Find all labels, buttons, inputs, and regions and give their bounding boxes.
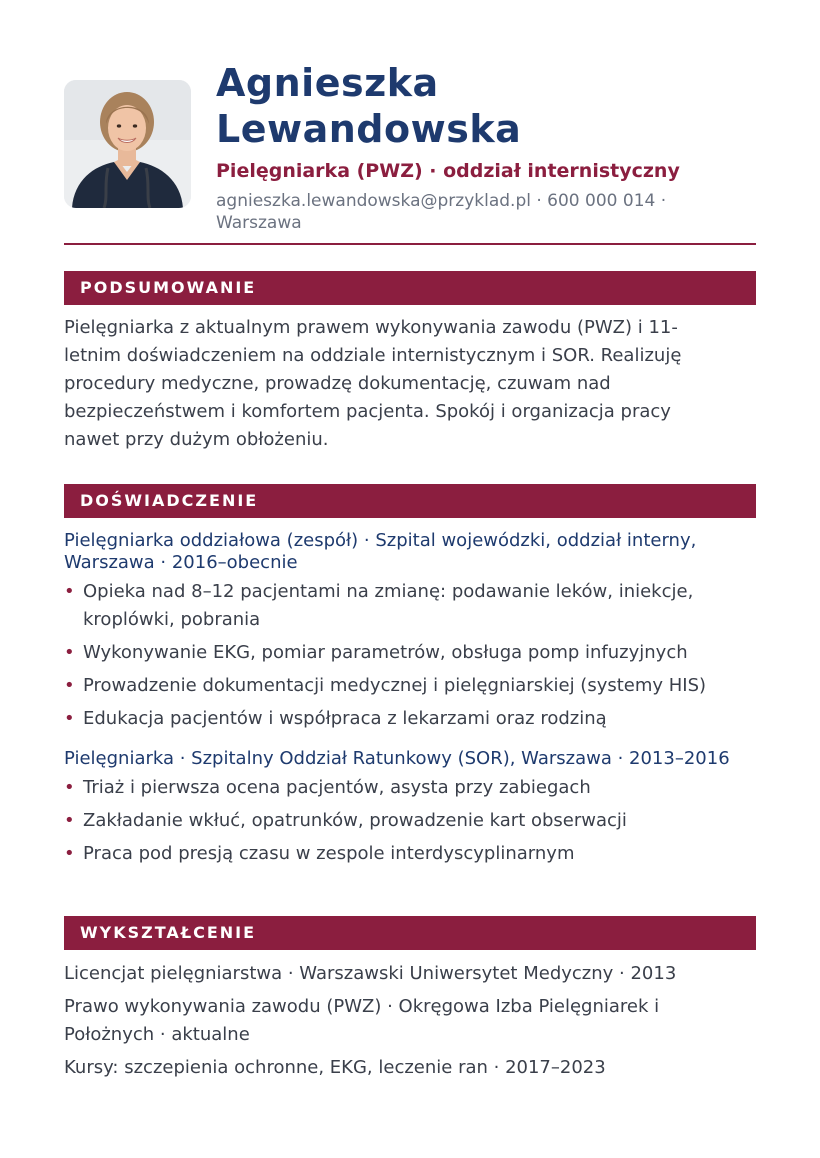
profile-photo xyxy=(64,80,191,208)
list-item xyxy=(64,774,756,802)
bullet-text: Wykonywanie EKG, pomiar parametrów, obsługa pomp infuzyjnych xyxy=(83,642,688,663)
job-entry xyxy=(64,748,756,873)
bullet-icon: • xyxy=(64,581,75,602)
section-heading-education: WYKSZTAŁCENIE xyxy=(64,916,756,950)
bullet-text: Opieka nad 8–12 pacjentami na zmianę: podawanie leków, iniekcje, kroplówki, pobrania xyxy=(83,581,694,630)
list-item xyxy=(64,807,756,835)
bullet-text: Prowadzenie dokumentacji medycznej i pielęgniarskiej (systemy HIS) xyxy=(83,675,707,696)
bullet-text: Edukacja pacjentów i współpraca z lekarzami oraz rodziną xyxy=(83,708,607,729)
bullet-text: Zakładanie wkłuć, opatrunków, prowadzenie kart obserwacji xyxy=(83,810,627,831)
list-item xyxy=(64,840,756,868)
job-entry xyxy=(64,530,756,738)
list-item xyxy=(64,705,756,733)
section-heading-experience: DOŚWIADCZENIE xyxy=(64,484,756,518)
bullet-icon: • xyxy=(64,810,75,831)
education-item: Licencjat pielęgniarstwa · Warszawski Uniwersytet Medyczny · 2013 xyxy=(64,963,677,984)
bullet-text: Praca pod presją czasu w zespole interdyscyplinarnym xyxy=(83,843,575,864)
contact-info: agnieszka.lewandowska@przyklad.pl · 600 000 014 · Warszawa xyxy=(216,191,667,233)
header-text xyxy=(216,60,756,234)
name-last: Lewandowska xyxy=(216,107,522,151)
list-item xyxy=(64,639,756,667)
bullet-icon: • xyxy=(64,708,75,729)
section-heading-summary: PODSUMOWANIE xyxy=(64,271,756,305)
list-item xyxy=(64,672,756,700)
bullet-icon: • xyxy=(64,675,75,696)
list-item xyxy=(64,578,756,634)
candidate-name xyxy=(216,60,756,152)
profile-photo-icon xyxy=(64,80,191,208)
bullet-icon: • xyxy=(64,642,75,663)
job-bullets xyxy=(64,578,756,733)
job-title: Pielęgniarka oddziałowa (zespół) · Szpital wojewódzki, oddział interny, Warszawa · 2016–obecnie xyxy=(64,530,697,573)
bullet-icon: • xyxy=(64,843,75,864)
header-divider xyxy=(64,243,756,245)
name-first: Agnieszka xyxy=(216,61,439,105)
bullet-icon: • xyxy=(64,777,75,798)
bullet-text: Triaż i pierwsza ocena pacjentów, asysta przy zabiegach xyxy=(83,777,591,798)
education-item: Prawo wykonywania zawodu (PWZ) · Okręgowa Izba Pielęgniarek i Położnych · aktualne xyxy=(64,996,660,1045)
education-item: Kursy: szczepienia ochronne, EKG, leczenie ran · 2017–2023 xyxy=(64,1057,606,1078)
job-role: Pielęgniarka (PWZ) · oddział internistyczny xyxy=(216,160,680,182)
job-title: Pielęgniarka · Szpitalny Oddział Ratunkowy (SOR), Warszawa · 2013–2016 xyxy=(64,748,730,769)
job-bullets xyxy=(64,774,756,868)
summary-text: Pielęgniarka z aktualnym prawem wykonywania zawodu (PWZ) i 11-letnim doświadczeniem na oddziale internistycznym i SOR. Realizuję procedury medyczne, prowadzę dokumentację, czuwam nad bezpieczeństwem i komfortem pacjenta. Spokój i organizacja pracy nawet przy dużym obłożeniu. xyxy=(64,317,682,450)
